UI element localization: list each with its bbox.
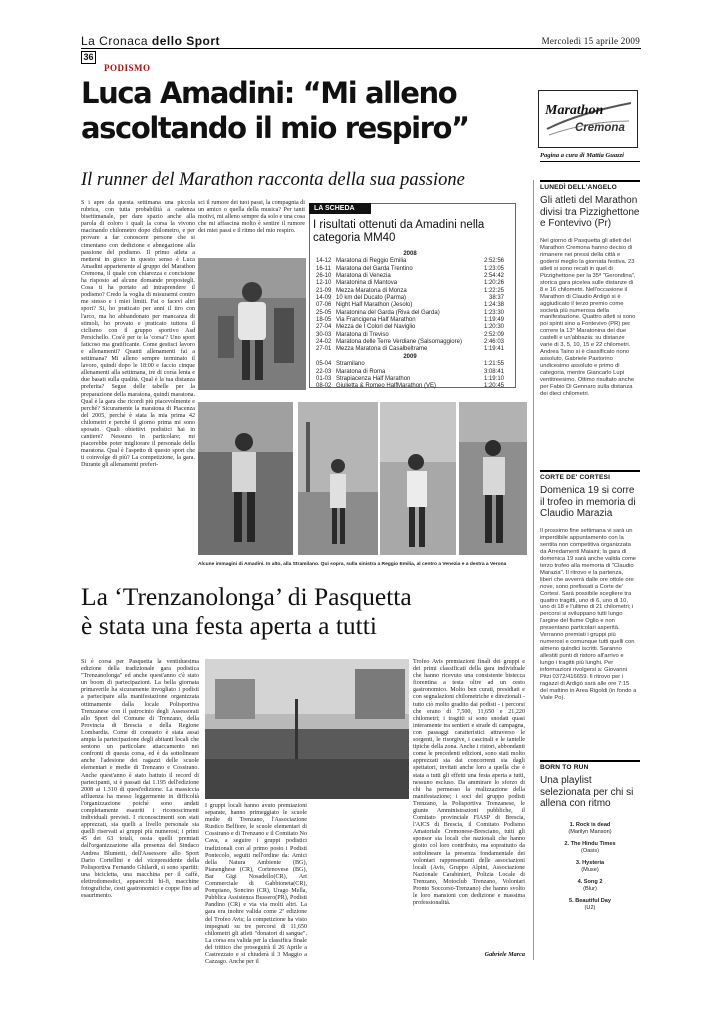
results-row: [316, 369, 512, 376]
result-time: 2:54:42: [483, 273, 504, 280]
result-time: 1:20:45: [483, 383, 504, 390]
result-race: Mezza Maratona di Monza: [336, 287, 407, 294]
result-race: Maratona di Venezia: [336, 273, 391, 280]
result-race: Maratona del Garda Trentino: [336, 265, 413, 272]
results-box-tab: LA SCHEDA: [309, 203, 371, 214]
playlist-item: [540, 898, 640, 912]
results-row: [316, 280, 512, 287]
result-race: Strapiacenza Half Marathon: [336, 375, 411, 382]
sidebar-box3-kicker: BORN TO RUN: [540, 764, 589, 771]
result-race: Maratonina del Garda (Riva del Garda): [336, 309, 440, 316]
result-time: 2:52:56: [483, 258, 504, 265]
logo-swoosh-icon: [539, 91, 639, 149]
results-row: [316, 302, 512, 309]
song-title: 4. Song 2: [577, 879, 603, 885]
runner-photo-icon: [198, 258, 306, 390]
article2-headline-line1: La ‘Trenzanolonga’ di Pasquetta: [81, 582, 412, 611]
photo-venezia-left: [298, 402, 378, 555]
playlist-item: [540, 841, 640, 855]
results-row: [316, 324, 512, 331]
result-race: Mezza de I Colori del Naviglio: [336, 324, 416, 331]
result-time: 2:46:03: [483, 339, 504, 346]
result-race: Maratona di Roma: [336, 368, 386, 375]
result-date: 27-01: [316, 346, 332, 353]
article2-col2-text: I gruppi locali hanno avuto premiazioni separate, hanno primeggiato le scuole medie di Trenzano, l'Associazione Rustico Belfiore, le scuole elementari di Cossirano e di Trenzano e il Comitato No Cava, a seguire i gruppi podistici tradizionali con al primo posto i Podisti Pontecolo, seguiti nell'ordine da: Amici della Natura Ambiente (BG), Pianenghese (CR), Cortenovese (BG), Bar Gigi Nosadello(CR), Art Commerciale di Gabbioneta(CR), Pompiano, Soncino (CR), Urago Mella, Pubblica Assistenza Bussero(PR), Podisti Pandino (CR) e via via molti altri. La gara era inoltre valida come 2ª edizione del Trofeo Avis; la competizione ha visto impegnati su tre percorsi di 11,650 chilometri gli atleti "donatori di sangue". La corsa era valida per la classifica finale del trittico che proseguirà il 26 Aprile a Castrezzato e si chiuderà il 3 Maggio a Cazzago. Anche per il: [205, 803, 307, 966]
result-time: 1:24:38: [483, 302, 504, 309]
photo-reggio-emilia: [198, 402, 293, 555]
article2-headline-line2: è stata una festa aperta a tutti: [81, 611, 377, 640]
result-date: 24-02: [316, 339, 332, 346]
result-time: 2:52:09: [483, 331, 504, 338]
results-year: 2008: [403, 251, 417, 257]
result-race: Giulietta & Romeo HalfMarathon (VE): [336, 383, 437, 390]
result-time: 3:08:41: [483, 368, 504, 375]
page-number: 36: [81, 51, 96, 64]
runner-photo-icon: [380, 402, 456, 555]
result-date: 12-10: [316, 280, 332, 287]
header-rule: [81, 48, 641, 49]
result-date: 14-09: [316, 295, 332, 302]
sidebar-box2-kicker: CORTE DE' CORTESI: [540, 474, 611, 481]
page-credit: Pagina a cura di Mattia Guazzi: [540, 152, 640, 162]
runner-photo-icon: [459, 402, 527, 555]
logo-text-cremona: Cremona: [575, 122, 625, 134]
sidebar-box1-kicker: LUNEDÌ DELL'ANGELO: [540, 184, 617, 191]
result-race: Maratonina di Mantova: [336, 280, 398, 287]
result-time: 1:20:30: [483, 324, 504, 331]
result-date: 16-11: [316, 265, 331, 272]
sidebar-box2-title: Domenica 19 si corre il trofeo in memoria di Claudio Marazia: [540, 485, 636, 519]
result-date: 05-04: [316, 361, 332, 368]
result-time: 1:22:25: [483, 287, 504, 294]
results-table: [316, 251, 512, 391]
results-box-title: I risultati ottenuti da Amadini nella categoria MM40: [313, 219, 485, 244]
result-race: Maratona delle Terre Verdiane (Salsomaggiore): [336, 339, 462, 346]
main-subhead: Il runner del Marathon racconta della sua passione: [81, 170, 465, 190]
photo-amadini-stramilano: [198, 258, 306, 390]
sidebar-box3-rule: [540, 760, 640, 762]
photo-verona: [459, 402, 527, 555]
results-row: [316, 317, 512, 324]
result-race: 10 km del Ducato (Parma): [336, 295, 407, 302]
paper-name: La Cronaca: [81, 34, 149, 48]
result-time: 38:37: [488, 295, 504, 302]
result-date: 18-05: [316, 317, 332, 324]
article2-column3: [413, 659, 525, 949]
article2-col1-text: Si è corsa per Pasquetta la ventiduesima edizione della tradizionale gara podistica "Trenzanolonga" ed anche quest'anno c'è stato un boom di partecipazioni. La bella giornata primaverile ha sicuramente invogliato i podisti a partecipare alla manifestazione organizzata ottimamente dalla locale Polisportiva Trenzanese con il patrocinio degli Assessorati allo Sport del Comune di Trenzano, della Provincia di Brescia e della Regione Lombardia. Come di consueto è stata assai ampia la partecipazione degli abitanti locali che sentono un particolare attaccamento nei confronti di questa corsa, ed è da sottolineare anche l'adesione dei ragazzi delle scuole elementari e medie di Trenzano e Cossirano. Anche quest'anno è stato battuto il record di partecipanti, si è passati dai 1.195 dell'edizione 2008 ai 1.310 di quest'edizione. La massiccia affluenza ha messo leggermente in difficoltà l'organizzazione poiché sono andati completamente esauriti i riconoscimenti individuali previsti. I riconoscimenti son stati apprezzati, sia quelli a livello personale sia quelli riservati ai gruppi più numerosi; i primi 45 dei 63 totali, ossia quelli premiati dall'organizzazione alla presenza del Sindaco Andrea Blumetti, dell'Assessore allo Sport Dario Cortellini e del vicepresidente della Polisportiva Fernando Ghilardi, si sono spartiti: una bicicletta, una macchina per il caffè, elettrodomestici, apparecchi hi-fi, macchine fotografiche, cesti gastronomici e coppe fino ad esaurimento.: [81, 659, 199, 900]
results-row: [316, 273, 512, 280]
results-row: [316, 310, 512, 317]
result-race: Night Half Marathon (Jesolo): [336, 302, 413, 309]
song-title: 1. Rock is dead: [569, 822, 611, 828]
result-date: 14-12: [316, 258, 332, 265]
result-date: 26-10: [316, 273, 332, 280]
playlist-item: [540, 879, 640, 893]
result-race: Stramilano: [336, 361, 365, 368]
result-time: 1:19:10: [483, 375, 504, 382]
result-time: 1:23:30: [483, 309, 504, 316]
result-date: 30-03: [316, 331, 332, 338]
article2-col3-text: Trofeo Avis premiazioni finali dei gruppi e dei primi classificati della gara individuale che hanno ricevuto una consistente bistecca fiorentina a testa oltre ad un cesto gastronomico. Molto ben curati, presidiati e con segnalazioni chilometriche e direzionali - tutto ciò molto gradito dai podisti - i percorsi che erano di 7,500, 11,650 e 21,220 chilometri; i tragitti si sono snodati quasi interamente tra sentieri e strade di campagna, con passaggi caratteristici attraverso le sorgenti, le risorgive, i cascinali e le tantelle tipiche della zona. Anche i ristori, abbondanti come le precedenti edizioni, sono stati molto apprezzati sia dai concorrenti sia dagli spettatori, invitati anche loro a quella che è stata a tutti gli effetti una festa aperta a tutti, nessuno escluso. Da ammirare lo sforzo di chi ha permesso la realizzazione della manifestazione; i soci del gruppo podisti Trenzano, la Polisportiva Trenzanese, le giunte Amministrazioni pubbliche, il Comitato provinciale FIASP di Brescia, l'AICS di Brescia, il Comitato Podismo Amatoriale Cremonese-Bresciano, tutti gli sponsor sia locali che nazionali che hanno gioito col loro contributo, ma soprattutto da sottolineare la presenza fondamentale dei volontari rappresentanti delle associazioni locali (Avis, Gruppo Alpini, Associazione Nazionale Carabinieri, Polizia Locale di Trenzano, Motoclub Trenzano, Volontari Pronto Soccorso-Trenzano) che hanno svolto le loro mansioni con dedizione e massima professionalità.: [413, 659, 525, 907]
result-time: 1:20:26: [483, 280, 504, 287]
main-headline: Luca Amadini: “Mi alleno ascoltando il mio respiro”: [81, 76, 469, 145]
result-time: 1:19:49: [483, 317, 504, 324]
result-race: Via Francigena Half Marathon: [336, 317, 416, 324]
issue-date: Mercoledì 15 aprile 2009: [541, 36, 640, 46]
result-date: 01-03: [316, 375, 332, 382]
newspaper-title: [81, 34, 220, 48]
article1-column1: [81, 200, 195, 568]
article2-byline: Gabriele Marca: [484, 951, 525, 958]
results-row: [316, 295, 512, 302]
result-date: 21-09: [316, 287, 332, 294]
sidebar-box2-body: Il prossimo fine settimana vi sarà un imperdibile appuntamento con la sentita non competitiva organizzata da Arredamenti Maiaini; la gara di domenica 19 sarà anche valida come terzo trofeo alla memoria di "Claudio Marazia". Il ritrovo e la partenza, liberi che avverrà dalle ore ottole ore nove, sono prefissati a Corte de' Cortesi. Sarà possibile scegliere tra quattro tragitti, uno di 6, uno di 10, uno di 18 e l'ultimo di 21 chilometri; i percorsi si sviluppano tutti lungo l'argine del fiume Oglio e non presentano particolari asperità. Verranno premiati i gruppi più numerosi e comunque tutti quelli con almeno quindici iscritti. Saranno allestiti punti di ristoro all'arrivo e lungo i tragitti più lunghi. Per informazioni rivolgersi a: Giovanni Pitzi 0372/416659. Il ritrovo per i ragazzi di Ardigò sarà alle ore 7:15 del mattino in Area Rigoldi (in fondo a Viale Po).: [540, 528, 637, 701]
song-artist: (Marilyn Manson): [568, 829, 612, 835]
results-year: 2009: [403, 353, 417, 360]
result-date: 08-02: [316, 383, 332, 390]
sidebar-box1-rule: [540, 180, 640, 182]
result-time: 1:19:41: [483, 346, 504, 353]
photo-trenzanolonga: [205, 659, 409, 799]
results-row: [316, 376, 512, 383]
sidebar-divider: [533, 180, 534, 960]
article2-column2: [205, 803, 307, 966]
crowd-photo-icon: [205, 659, 409, 799]
results-row: [316, 332, 512, 339]
playlist-list: [540, 822, 640, 917]
results-row: [316, 346, 512, 353]
result-date: 22-03: [316, 368, 332, 375]
song-title: 5. Beautiful Day: [569, 898, 611, 904]
result-date: 27-04: [316, 324, 332, 331]
results-row: [316, 383, 512, 390]
result-race: Maratona di Treviso: [336, 331, 389, 338]
article1-col2-text: sci il rumore dei tuoi passi, la compagnia di un amico o quella della musica? Per tanti motivi, mi alleno sempre da solo e una cosa che mi affascina molto è sentire il rumore dei miei passi e il ritmo del mio respiro.: [198, 200, 305, 235]
playlist-item: [540, 860, 640, 874]
result-time: 1:23:05: [483, 265, 504, 272]
results-row: [316, 361, 512, 368]
result-race: Mezza Maratona di Casalbeltrame: [336, 346, 428, 353]
song-artist: (U2): [584, 905, 596, 911]
sidebar-box2-rule: [540, 470, 640, 472]
marathon-cremona-logo: [538, 90, 638, 148]
article1-col1-text: S i apre da questa settimana una piccola rubrica, con tutta probabilità a cadenza bisettimanale, per dare spazio anche alla parola di coloro i quali la corsa la vivono macinando chilometro dopo chilometro, e per provare a far conoscere persone che si cimentano con dedizione e abnegazione alla passione del podismo. Il primo atleta a mettersi in gioco in questo senso è Luca Amadini appartenente al gruppo del Marathon Cremona, il quale con chiarezza e concisione ha risposto ad alcune domande propostegli. Cosa ti ha portato ad intraprendere il podismo? Credo la voglia di misurarmi contro me stesso e i miei limiti. Fai o facevi altri sport? Si, ho praticato per anni il tiro con l'arco, ma ho abbandonato per mancanza di stimoli, ho provato e praticato tuttora il ciclismo con il gruppo sportivo Asd Persichello. Cos'è per te la 'corsa'? Uno sport faticoso ma gratificante. Come gestisci lavoro e allenamenti? Quanti allenamenti fai a settimana? Mi alleno sempre terminato il lavoro, quindi dopo le 18:00 e faccio cinque allenamenti alla settimana, tre di corsa lenta e due basati sulla qualità. Qual è la tua distanza preferita? Segue delle tabelle per la preparazione della maratona, quindi maratona. Qual è la gara che ricordi più piacevolmente e perché? Sicuramente la maratona di Piacenza del 2005, perché è stata la mia prima 42 chilometri e perché il giorno prima mi sono sposato. Quali obiettivi podistici hai in cantiere? Nessuno in particolare; mi piacerebbe poter migliorare il personale della maratona. Qual è l'aspetto di questo sport che ti coinvolge di più? La competizione, la gara. Durante gli allenamenti preferi-: [81, 200, 195, 469]
result-time: 1:21:55: [483, 361, 504, 368]
photo-caption: Alcune immagini di Amadini. In alto, alla Stramilano. Qui sopra, sulla sinistra a Reggio Emilia, al centro a Venezia e a destra a Verona: [198, 562, 507, 567]
photo-venezia-center: [380, 402, 456, 555]
result-race: Maratona di Reggio Emilia: [336, 258, 407, 265]
section-label: PODISMO: [104, 63, 151, 73]
results-row: [316, 288, 512, 295]
logo-text-marathon: Marathon: [545, 103, 604, 118]
results-row: [316, 266, 512, 273]
song-artist: (Oasis): [580, 848, 600, 854]
article2-headline: [81, 582, 531, 640]
sidebar-box3-title: Una playlist selezionata per chi si allena con ritmo: [540, 775, 634, 809]
article1-column2: [198, 200, 305, 255]
result-date: 25-05: [316, 309, 332, 316]
article2-column1: [81, 659, 199, 959]
results-row: [316, 258, 512, 265]
runner-photo-icon: [298, 402, 378, 555]
result-date: 07-06: [316, 302, 332, 309]
runner-photo-icon: [198, 402, 293, 555]
paper-section: dello Sport: [151, 34, 221, 48]
sidebar-box1-body: Nel giorno di Pasquetta gli atleti del Marathon Cremona hanno deciso di rimanere nei pressi della città e godersi meglio la giornata festiva. 23 atleti si sono recati in quel di Pizzighettone per la 35ª "Gerondina", storica gara picelea sulle distanze di 8 e 16 chilometri. Nell'occasione il Marathon di Claudio Ardigò si è aggiudicato il terzo premio come società più numerosa della manifestazione. Quattro atleti si sono poi spinti sino a Fontevivo (PR) per correre la 13° Maratonina dei due castelli e un'abbazia: su distanze varie di 3, 5, 10, 15 e 22 chilometri. Andrea Taino si è classificato nono assoluto, Gabriele Pastorino undicesimo assoluto e primo di categoria, mentre Giancarlo Lupi ventitreesimo. Ottimo risultato anche per Fabio Di Gennaro sulla distanza dei dieci chilometri.: [540, 238, 636, 397]
results-row: [316, 339, 512, 346]
playlist-item: [540, 822, 640, 836]
song-title: 3. Hysteria: [575, 860, 605, 866]
sidebar-box1-title: Gli atleti del Marathon divisi tra Pizzighettone e Fontevivo (Pr): [540, 195, 640, 229]
song-artist: (Muse): [581, 867, 599, 873]
song-title: 2. The Hindu Times: [564, 841, 616, 847]
song-artist: (Blur): [583, 886, 597, 892]
